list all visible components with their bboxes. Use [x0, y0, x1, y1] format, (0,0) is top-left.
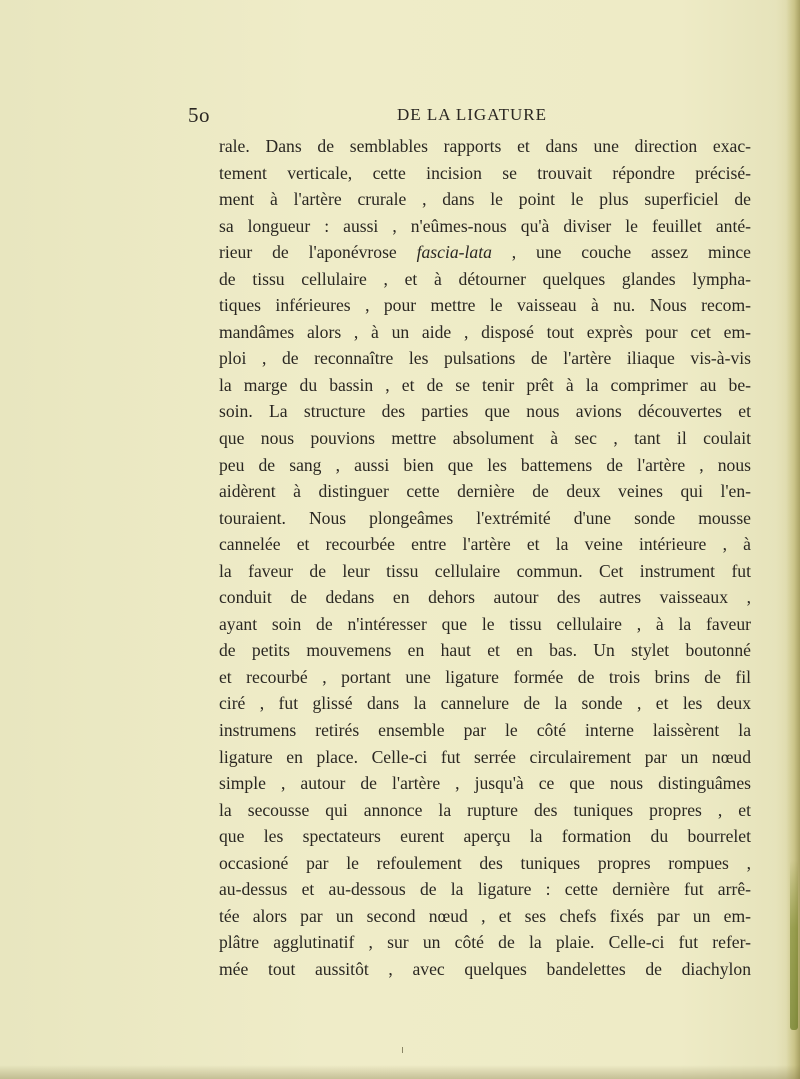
text-line: aidèrent à distinguer cette dernière de deux veines qui l'en- [219, 481, 751, 502]
text-line: tiques inférieures , pour mettre le vaisseau à nu. Nous recom- [219, 295, 751, 316]
text-line: simple , autour de l'artère , jusqu'à ce que nous distinguâmes [219, 773, 751, 794]
text-line: plâtre agglutinatif , sur un côté de la plaie. Celle-ci fut refer- [219, 932, 751, 953]
text-line: et recourbé , portant une ligature formée de trois brins de fil [219, 666, 751, 687]
text-line: cannelée et recourbée entre l'artère et la veine intérieure , à [219, 534, 751, 555]
running-header [188, 103, 751, 131]
running-title: DE LA LIGATURE [397, 105, 547, 124]
page-number: 5o [188, 103, 210, 127]
print-mark [402, 1047, 403, 1053]
text-line: mée tout aussitôt , avec quelques bandelettes de diachylon [219, 958, 751, 979]
italic-term: fascia-lata [416, 242, 492, 263]
text-line: que nous pouvions mettre absolument à sec , tant il coulait [219, 428, 751, 449]
text-line: ligature en place. Celle-ci fut serrée circulairement par un nœud [219, 746, 751, 767]
page-bottom-shadow [0, 1065, 800, 1079]
text-line: occasioné par le refoulement des tuniques propres rompues , [219, 852, 751, 873]
text-line: au-dessus et au-dessous de la ligature : cette dernière fut arrê- [219, 879, 751, 900]
text-line: la marge du bassin , et de se tenir prêt à la comprimer au be- [219, 374, 751, 395]
text-line: soin. La structure des parties que nous avions découvertes et [219, 401, 751, 422]
text-line: conduit de dedans en dehors autour des autres vaisseaux , [219, 587, 751, 608]
text-line: de tissu cellulaire , et à détourner quelques glandes lympha- [219, 268, 751, 289]
text-line: tée alors par un second nœud , et ses chefs fixés par un em- [219, 905, 751, 926]
text-line: la faveur de leur tissu cellulaire commun. Cet instrument fut [219, 560, 751, 581]
text-line: ayant soin de n'intéresser que le tissu cellulaire , à la faveur [219, 613, 751, 634]
text-line: rale. Dans de semblables rapports et dans une direction exac- [219, 136, 751, 156]
text-line: ment à l'artère crurale , dans le point le plus superficiel de [219, 189, 751, 210]
page-edge-stain [790, 860, 798, 1030]
text-line: sa longueur : aussi , n'eûmes-nous qu'à diviser le feuillet anté- [219, 215, 751, 236]
text-line: mandâmes alors , à un aide , disposé tout exprès pour cet em- [219, 321, 751, 342]
text-line: la secousse qui annonce la rupture des tuniques propres , et [219, 799, 751, 820]
text-line: touraient. Nous plongeâmes l'extrémité d'une sonde mousse [219, 507, 751, 528]
text-line: de petits mouvemens en haut et en bas. Un stylet boutonné [219, 640, 751, 661]
text-line: que les spectateurs eurent aperçu la formation du bourrelet [219, 826, 751, 847]
text-line: instrumens retirés ensemble par le côté interne laissèrent la [219, 720, 751, 741]
body-text [219, 133, 751, 983]
text-line: rieur de l'aponévrose fascia-lata , une couche assez mince [219, 242, 751, 263]
text-line: ciré , fut glissé dans la cannelure de la sonde , et les deux [219, 693, 751, 714]
text-line: ploi , de reconnaître les pulsations de l'artère iliaque vis-à-vis [219, 348, 751, 369]
text-line: peu de sang , aussi bien que les battemens de l'artère , nous [219, 454, 751, 475]
text-line: tement verticale, cette incision se trouvait répondre précisé- [219, 162, 751, 183]
